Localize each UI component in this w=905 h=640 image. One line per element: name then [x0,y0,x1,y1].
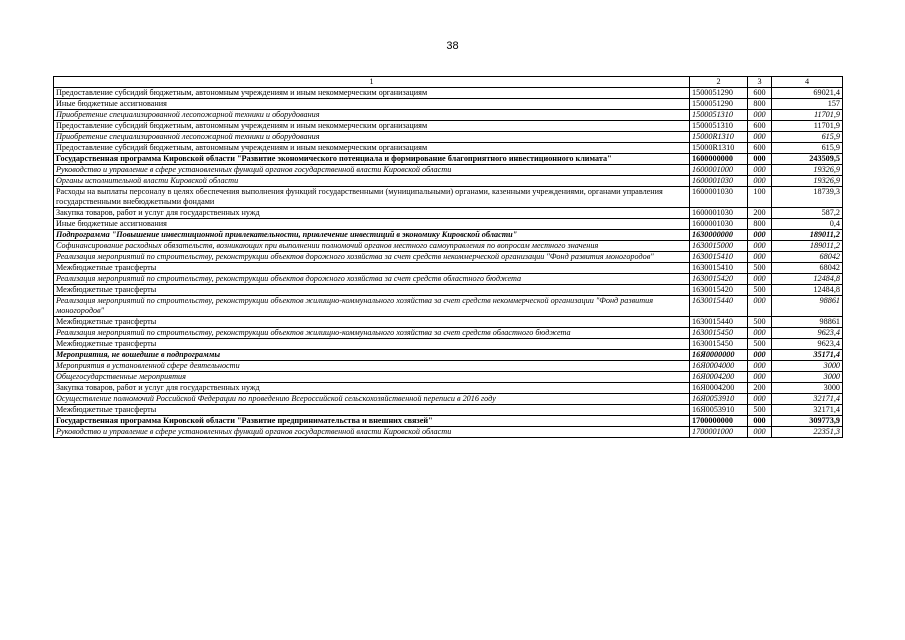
row-code: 1630015410 [690,263,748,274]
row-type: 000 [748,427,772,438]
row-name: Государственная программа Кировской области "Развитие экономического потенциала и формирование благоприятного инвестиционного климата" [54,154,690,165]
row-code: 15000R1310 [690,143,748,154]
row-sum: 68042 [772,263,843,274]
row-name: Органы исполнительной власти Кировской области [54,176,690,187]
row-sum: 12484,8 [772,274,843,285]
table-row [54,328,843,339]
row-type: 200 [748,383,772,394]
header-col-1: 1 [54,77,690,88]
header-col-2: 2 [690,77,748,88]
row-name: Реализация мероприятий по строительству, реконструкции объектов дорожного хозяйства за счет средств некоммерческой организации "Фонд развития моногородов" [54,252,690,263]
row-sum: 22351,3 [772,427,843,438]
row-sum: 11701,9 [772,121,843,132]
table-row [54,252,843,263]
table-row [54,361,843,372]
table-row [54,230,843,241]
row-code: 1600000000 [690,154,748,165]
budget-table-body [54,77,843,438]
row-code: 16Я0053910 [690,394,748,405]
row-name: Расходы на выплаты персоналу в целях обеспечения выполнения функций государственными (муниципальными) органами, казенными учреждениями, органами управления государственными внебюджетными фондами [54,187,690,208]
row-sum: 69021,4 [772,88,843,99]
row-name: Закупка товаров, работ и услуг для государственных нужд [54,208,690,219]
row-type: 000 [748,350,772,361]
row-code: 1630015440 [690,317,748,328]
row-sum: 98861 [772,317,843,328]
row-code: 1600001000 [690,165,748,176]
row-type: 000 [748,176,772,187]
row-sum: 157 [772,99,843,110]
row-code: 1630015440 [690,296,748,317]
row-type: 600 [748,88,772,99]
row-code: 16Я0004000 [690,361,748,372]
row-type: 500 [748,285,772,296]
row-type: 000 [748,241,772,252]
row-type: 000 [748,132,772,143]
row-code: 16Я0004200 [690,372,748,383]
table-row [54,88,843,99]
row-name: Иные бюджетные ассигнования [54,219,690,230]
table-row [54,219,843,230]
table-row [54,296,843,317]
row-type: 200 [748,208,772,219]
row-sum: 35171,4 [772,350,843,361]
row-type: 000 [748,252,772,263]
row-code: 1630015000 [690,241,748,252]
row-type: 500 [748,339,772,350]
table-row [54,154,843,165]
row-sum: 0,4 [772,219,843,230]
table-row [54,317,843,328]
row-code: 16Я0000000 [690,350,748,361]
row-name: Межбюджетные трансферты [54,405,690,416]
row-sum: 32171,4 [772,394,843,405]
row-code: 1600001030 [690,176,748,187]
row-code: 1500051290 [690,88,748,99]
table-row [54,99,843,110]
table-row [54,339,843,350]
row-type: 000 [748,328,772,339]
row-name: Предоставление субсидий бюджетным, автономным учреждениям и иным некоммерческим организациям [54,88,690,99]
row-sum: 11701,9 [772,110,843,121]
row-sum: 12484,8 [772,285,843,296]
row-type: 000 [748,416,772,427]
row-name: Реализация мероприятий по строительству, реконструкции объектов жилищно-коммунального хозяйства за счет средств некоммерческой организации "Фонд развития моногородов" [54,296,690,317]
table-row [54,143,843,154]
row-sum: 32171,4 [772,405,843,416]
row-type: 100 [748,187,772,208]
row-sum: 3000 [772,372,843,383]
row-name: Общегосударственные мероприятия [54,372,690,383]
row-type: 000 [748,110,772,121]
table-row [54,427,843,438]
row-sum: 18739,3 [772,187,843,208]
row-type: 500 [748,405,772,416]
row-sum: 9623,4 [772,328,843,339]
row-code: 15000R1310 [690,132,748,143]
row-name: Межбюджетные трансферты [54,285,690,296]
row-type: 000 [748,394,772,405]
row-type: 600 [748,121,772,132]
row-type: 000 [748,296,772,317]
row-code: 1500051310 [690,110,748,121]
row-type: 000 [748,361,772,372]
row-type: 000 [748,230,772,241]
row-type: 000 [748,372,772,383]
row-name: Межбюджетные трансферты [54,263,690,274]
table-row [54,405,843,416]
row-code: 1600001030 [690,208,748,219]
row-type: 000 [748,274,772,285]
row-code: 16Я0004200 [690,383,748,394]
table-row [54,132,843,143]
row-sum: 19326,9 [772,176,843,187]
row-type: 500 [748,317,772,328]
row-sum: 3000 [772,361,843,372]
row-code: 1500051310 [690,121,748,132]
header-col-3: 3 [748,77,772,88]
table-row [54,241,843,252]
row-name: Руководство и управление в сфере установленных функций органов государственной власти Кировской области [54,165,690,176]
header-col-4: 4 [772,77,843,88]
table-row [54,383,843,394]
row-name: Государственная программа Кировской области "Развитие предпринимательства и внешних связей" [54,416,690,427]
table-row [54,208,843,219]
row-sum: 19326,9 [772,165,843,176]
row-code: 16Я0053910 [690,405,748,416]
table-row [54,176,843,187]
row-code: 1630015450 [690,339,748,350]
table-row [54,394,843,405]
row-code: 1700000000 [690,416,748,427]
table-row [54,121,843,132]
row-name: Иные бюджетные ассигнования [54,99,690,110]
row-code: 1630015420 [690,285,748,296]
row-code: 1700001000 [690,427,748,438]
table-row [54,350,843,361]
row-name: Софинансирование расходных обязательств, возникающих при выполнении полномочий органов местного самоуправления по вопросам местного значения [54,241,690,252]
row-code: 1600001030 [690,187,748,208]
row-sum: 189011,2 [772,241,843,252]
table-row [54,110,843,121]
row-name: Предоставление субсидий бюджетным, автономным учреждениям и иным некоммерческим организациям [54,143,690,154]
row-sum: 189011,2 [772,230,843,241]
table-row [54,165,843,176]
row-name: Подпрограмма "Повышение инвестиционной привлекательности, привлечение инвестиций в экономику Кировской области" [54,230,690,241]
row-sum: 243509,5 [772,154,843,165]
row-name: Закупка товаров, работ и услуг для государственных нужд [54,383,690,394]
row-name: Мероприятия, не вошедшие в подпрограммы [54,350,690,361]
row-name: Руководство и управление в сфере установленных функций органов государственной власти Кировской области [54,427,690,438]
row-type: 000 [748,165,772,176]
table-row [54,416,843,427]
table-row [54,274,843,285]
table-row [54,187,843,208]
row-code: 1630015410 [690,252,748,263]
table-row [54,285,843,296]
row-type: 600 [748,143,772,154]
row-name: Межбюджетные трансферты [54,317,690,328]
budget-table [53,76,843,438]
row-name: Реализация мероприятий по строительству, реконструкции объектов дорожного хозяйства за счет средств областного бюджета [54,274,690,285]
row-name: Приобретение специализированной лесопожарной техники и оборудования [54,110,690,121]
row-sum: 309773,9 [772,416,843,427]
row-sum: 68042 [772,252,843,263]
table-row [54,372,843,383]
table-header-row [54,77,843,88]
row-code: 1630000000 [690,230,748,241]
row-type: 800 [748,219,772,230]
row-sum: 3000 [772,383,843,394]
row-code: 1600001030 [690,219,748,230]
row-name: Реализация мероприятий по строительству, реконструкции объектов жилищно-коммунального хозяйства за счет средств областного бюджета [54,328,690,339]
row-type: 800 [748,99,772,110]
row-sum: 615,9 [772,143,843,154]
row-code: 1500051290 [690,99,748,110]
row-name: Мероприятия в установленной сфере деятельности [54,361,690,372]
row-sum: 98861 [772,296,843,317]
row-type: 500 [748,263,772,274]
row-code: 1630015450 [690,328,748,339]
row-sum: 615,9 [772,132,843,143]
row-type: 000 [748,154,772,165]
row-name: Предоставление субсидий бюджетным, автономным учреждениям и иным некоммерческим организациям [54,121,690,132]
page-number: 38 [446,40,459,52]
row-name: Приобретение специализированной лесопожарной техники и оборудования [54,132,690,143]
table-row [54,263,843,274]
row-sum: 9623,4 [772,339,843,350]
row-sum: 587,2 [772,208,843,219]
row-code: 1630015420 [690,274,748,285]
row-name: Межбюджетные трансферты [54,339,690,350]
row-name: Осуществление полномочий Российской Федерации по проведению Всероссийской сельскохозяйственной переписи в 2016 году [54,394,690,405]
